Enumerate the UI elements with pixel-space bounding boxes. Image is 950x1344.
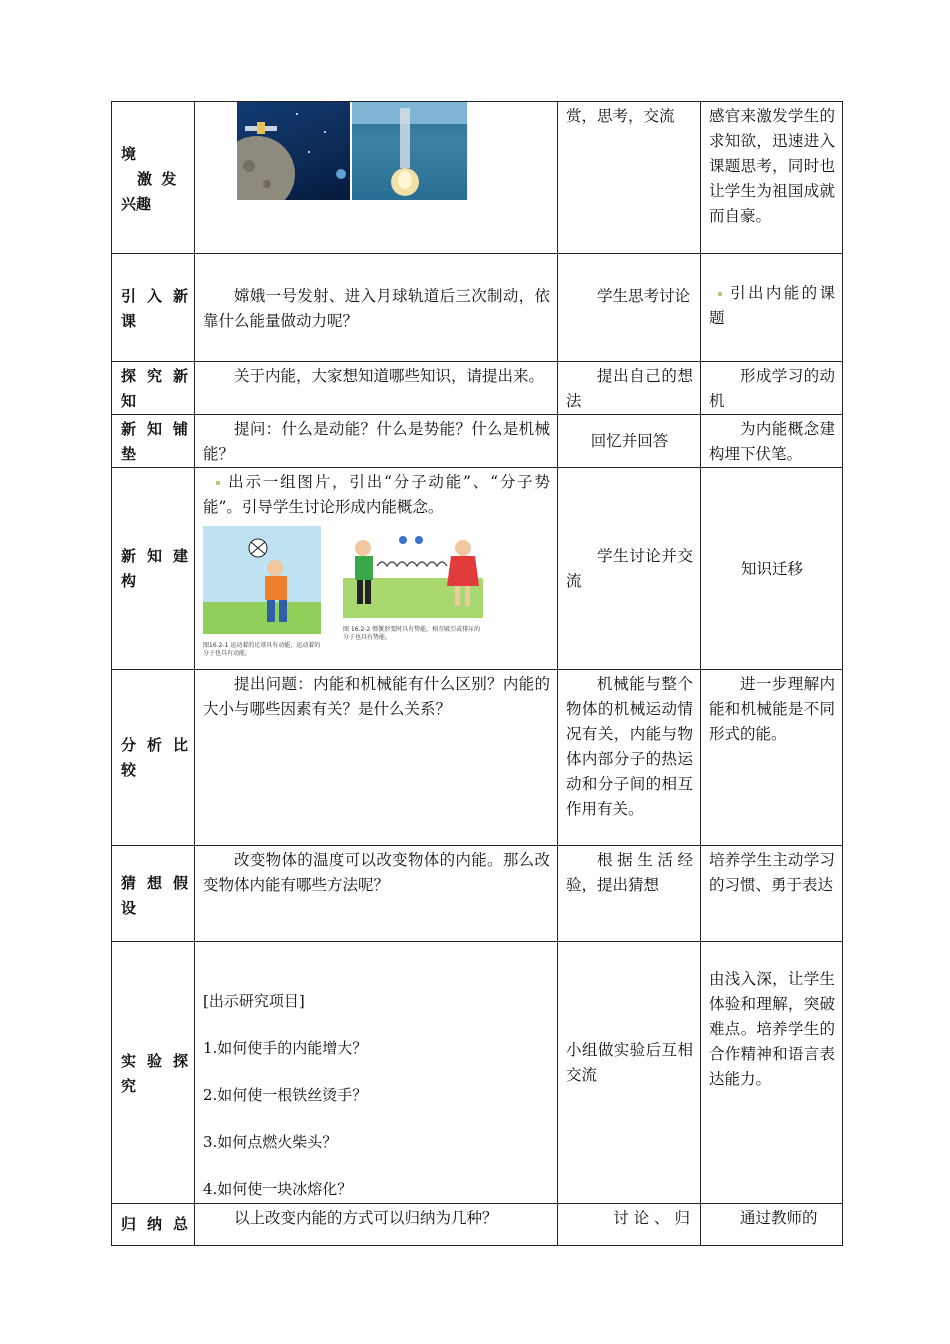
stage-line: 新 知 建 — [121, 547, 188, 565]
project-title: [出示研究项目] — [203, 992, 305, 1010]
student-cell — [558, 846, 701, 942]
student-cell — [558, 102, 701, 254]
stage-cell — [112, 670, 195, 846]
stage-cell — [112, 846, 195, 942]
student-text: 学生思考讨论 — [597, 287, 691, 305]
stage-line: 归 纳 总 — [121, 1215, 188, 1233]
student-cell — [558, 362, 701, 415]
intent-text: 培养学生主动学习的习惯、勇于表达 — [709, 851, 835, 894]
stage-cell — [112, 254, 195, 362]
stage-cell — [112, 468, 195, 670]
teacher-cell — [195, 942, 558, 1204]
stage-cell — [112, 102, 195, 254]
intent-text: 通过教师的 — [740, 1209, 818, 1227]
intent-text: 由浅入深，让学生体验和理解，突破难点。培养学生的合作精神和语言表达能力。 — [709, 970, 835, 1088]
intent-cell — [701, 670, 843, 846]
intent-cell — [701, 362, 843, 415]
teacher-text: 改变物体的温度可以改变物体的内能。那么改变物体内能有哪些方法呢？ — [203, 851, 550, 894]
stage-line: 究 — [121, 1077, 137, 1095]
student-text: 根据生活经验，提出猜想 — [566, 851, 693, 894]
lesson-plan-table — [111, 101, 843, 1246]
figure-caption: 图16.2-1 运动着的足球具有动能，运动着的分子也具有动能。 — [203, 642, 321, 657]
stage-line: 引 入 新 — [121, 287, 188, 305]
table-row — [112, 670, 843, 846]
project-item: 4.如何使一块冰熔化？ — [203, 1180, 353, 1198]
teacher-cell — [195, 415, 558, 468]
teacher-cell — [195, 102, 558, 254]
student-text: 回忆并回答 — [590, 432, 669, 450]
student-text: 学生讨论并交流 — [566, 547, 693, 590]
teacher-text: 出示一组图片，引出“分子动能”、“分子势能”。引导学生讨论形成内能概念。 — [203, 473, 550, 516]
student-cell — [558, 942, 701, 1204]
student-text: 机械能与整个物体的机械运动情况有关，内能与物体内部分子的热运动和分子间的相互作用有关。 — [566, 675, 693, 818]
teacher-cell — [195, 1204, 558, 1246]
stage-line: 知 — [121, 392, 137, 410]
stage-line: 课 — [121, 312, 137, 330]
intent-cell — [701, 1204, 843, 1246]
teacher-text: 提问：什么是动能？什么是势能？什么是机械能？ — [203, 420, 550, 463]
student-cell — [558, 670, 701, 846]
stage-cell — [112, 362, 195, 415]
stage-line: 猜 想 假 — [121, 874, 188, 892]
teacher-text: 嫦娥一号发射、进入月球轨道后三次制动，依靠什么能量做动力呢？ — [203, 287, 550, 330]
table-row — [112, 102, 843, 254]
student-text: 提出自己的想法 — [566, 367, 693, 410]
figure-caption: 图 16.2-2 弹簧形变时具有势能，相互吸引或排斥的分子也具有势能。 — [343, 626, 481, 641]
intent-cell — [701, 468, 843, 670]
intent-cell — [701, 254, 843, 362]
stage-line: 兴趣 — [121, 195, 152, 213]
intent-text: 进一步理解内能和机械能是不同形式的能。 — [709, 675, 835, 743]
teacher-cell — [195, 670, 558, 846]
table-row — [112, 942, 843, 1204]
table-row — [112, 362, 843, 415]
intent-text: 形成学习的动机 — [709, 367, 835, 410]
table-row — [112, 468, 843, 670]
stage-line: 激 发 — [137, 170, 179, 188]
stage-line: 境 — [121, 145, 137, 163]
teacher-text: 关于内能，大家想知道哪些知识，请提出来。 — [234, 367, 545, 385]
table-row — [112, 254, 843, 362]
stage-cell — [112, 1204, 195, 1246]
intent-cell — [701, 415, 843, 468]
stage-line: 分 析 比 — [121, 736, 188, 754]
teacher-cell — [195, 468, 558, 670]
student-cell — [558, 415, 701, 468]
figure-football — [203, 526, 321, 660]
student-cell — [558, 468, 701, 670]
stage-line: 较 — [121, 761, 137, 779]
student-cell — [558, 254, 701, 362]
intent-cell — [701, 846, 843, 942]
table-row — [112, 415, 843, 468]
stage-line: 实 验 探 — [121, 1052, 188, 1070]
satellite-moon-image — [237, 102, 350, 200]
teacher-cell — [195, 362, 558, 415]
dot-mark-icon — [718, 292, 722, 296]
figure-spring — [343, 526, 483, 644]
stage-line: 探 究 新 — [121, 367, 188, 385]
intent-text: 引出内能的课题 — [709, 284, 835, 327]
table-row — [112, 846, 843, 942]
intent-text: 知识迁移 — [740, 560, 803, 578]
rocket-launch-image — [352, 102, 467, 200]
stage-cell — [112, 942, 195, 1204]
intent-text: 为内能概念建构埋下伏笔。 — [709, 420, 835, 463]
student-text: 赏，思考，交流 — [566, 107, 675, 125]
stage-line: 构 — [121, 572, 137, 590]
dot-mark-icon — [216, 481, 220, 485]
student-cell — [558, 1204, 701, 1246]
intent-cell — [701, 102, 843, 254]
intent-cell — [701, 942, 843, 1204]
project-item: 3.如何点燃火柴头？ — [203, 1133, 338, 1151]
table-row — [112, 1204, 843, 1246]
teacher-text: 提出问题：内能和机械能有什么区别？内能的大小与哪些因素有关？是什么关系？ — [203, 675, 550, 718]
intent-text: 感官来激发学生的求知欲，迅速进入课题思考，同时也让学生为祖国成就而自豪。 — [709, 107, 835, 225]
stage-cell — [112, 415, 195, 468]
teacher-text: 以上改变内能的方式可以归纳为几种？ — [234, 1209, 498, 1227]
stage-line: 新 知 铺 — [121, 420, 188, 438]
student-text: 小组做实验后互相交流 — [566, 1041, 693, 1084]
project-item: 1.如何使手的内能增大？ — [203, 1039, 368, 1057]
stage-line: 设 — [121, 899, 137, 917]
teacher-cell — [195, 254, 558, 362]
teacher-cell — [195, 846, 558, 942]
student-text: 讨 论 、 归 — [613, 1209, 690, 1227]
project-item: 2.如何使一根铁丝烫手？ — [203, 1086, 368, 1104]
stage-line: 垫 — [121, 445, 137, 463]
